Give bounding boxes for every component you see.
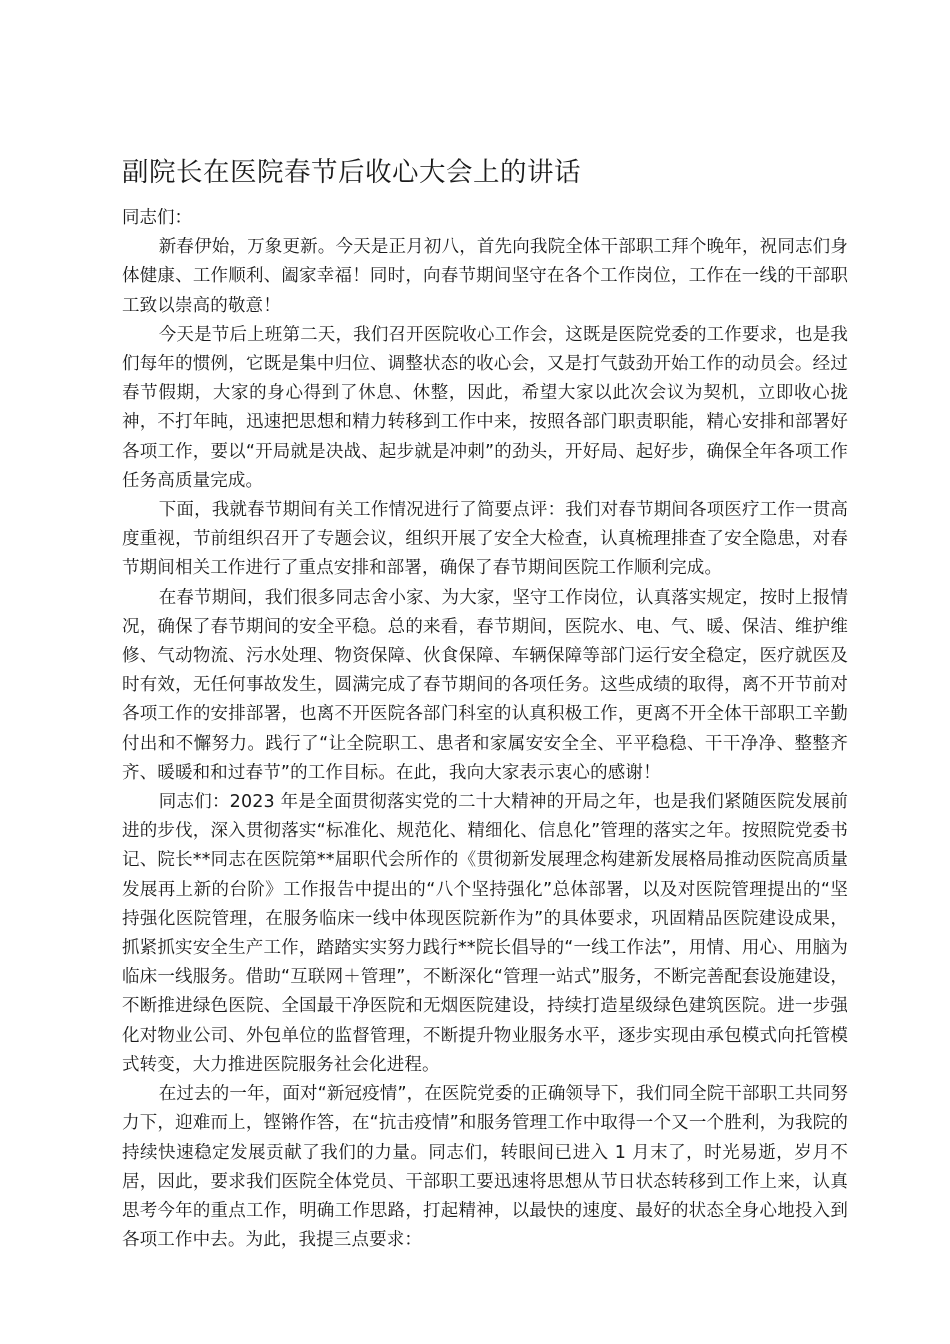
salutation: 同志们： — [122, 208, 192, 228]
document-title: 副院长在医院春节后收心大会上的讲话 — [122, 157, 581, 188]
paragraph-greeting: 新春伊始，万象更新。今天是正月初八，首先向我院全体干部职工拜个晚年，祝同志们身体健康、工作顺利、阖家幸福！同时，向春节期间坚守在各个工作岗位，工作在一线的干部职工致以崇高的敬意！ — [122, 237, 848, 316]
paragraph-holiday-achievements: 在春节期间，我们很多同志舍小家、为大家，坚守工作岗位，认真落实规定，按时上报情况，确保了春节期间的安全平稳。总的来看，春节期间，医院水、电、气、暖、保洁、维护维修、气动物流、污水处理、物资保障、伙食保障、车辆保障等部门运行安全稳定，医疗就医及时有效，无任何事故发生，圆满完成了春节期间的各项任务。这些成绩的取得，离不开节前对各项工作的安排部署，也离不开医院各部门科室的认真积极工作，更离不开全体干部职工辛勤付出和不懈努力。践行了“让全院职工、患者和家属安安全全、平平稳稳、干干净净、整整齐齐、暖暖和和过春节”的工作目标。在此，我向大家表示衷心的感谢！ — [122, 587, 848, 783]
document-page — [122, 148, 848, 1255]
paragraph-meeting-purpose: 今天是节后上班第二天，我们召开医院收心工作会，这既是医院党委的工作要求，也是我们每年的惯例，它既是集中归位、调整状态的收心会，又是打气鼓劲开始工作的动员会。经过春节假期，大家的身心得到了休息、休整，因此，希望大家以此次会议为契机，立即收心拢神，不打年盹，迅速把思想和精力转移到工作中来，按照各部门职责职能，精心安排和部署好各项工作，要以“开局就是决战、起步就是冲刺”的劲头，开好局、起好步，确保全年各项工作任务高质量完成。 — [122, 324, 848, 491]
paragraph-holiday-review: 下面，我就春节期间有关工作情况进行了简要点评：我们对春节期间各项医疗工作一贯高度重视，节前组织召开了专题会议，组织开展了安全大检查，认真梳理排查了安全隐患，对春节期间相关工作进行了重点安排和部署，确保了春节期间医院工作顺利完成。 — [122, 500, 848, 579]
paragraph-past-year: 在过去的一年，面对“新冠疫情”，在医院党委的正确领导下，我们同全院干部职工共同努力下，迎难而上，铿锵作答，在“抗击疫情”和服务管理工作中取得一个又一个胜利，为我院的持续快速稳定发展贡献了我们的力量。同志们，转眼间已进入 1 月末了，时光易逝，岁月不居，因此，要求我们医院全体党员、干部职工要迅速将思想从节日状态转移到工作上来，认真思考今年的重点工作，明确工作思路，打起精神，以最快的速度、最好的状态全身心地投入到各项工作中去。为此，我提三点要求： — [122, 1084, 848, 1251]
paragraph-2023-plan: 同志们：2023 年是全面贯彻落实党的二十大精神的开局之年，也是我们紧随医院发展前进的步伐，深入贯彻落实“标准化、规范化、精细化、信息化”管理的落实之年。按照院党委书记、院长**同志在医院第**届职代会所作的《贯彻新发展理念构建新发展格局推动医院高质量发展再上新的台阶》工作报告中提出的“八个坚持强化”总体部署，以及对医院管理提出的“坚持强化医院管理，在服务临床一线中体现医院新作为”的具体要求，巩固精品医院建设成果，抓紧抓实安全生产工作，踏踏实实努力践行**院长倡导的“一线工作法”，用情、用心、用脑为临床一线服务。借助“互联网＋管理”，不断深化“管理一站式”服务，不断完善配套设施建设，不断推进绿色医院、全国最干净医院和无烟医院建设，持续打造星级绿色建筑医院。进一步强化对物业公司、外包单位的监督管理，不断提升物业服务水平，逐步实现由承包模式向托管模式转变，大力推进医院服务社会化进程。 — [122, 792, 848, 1075]
